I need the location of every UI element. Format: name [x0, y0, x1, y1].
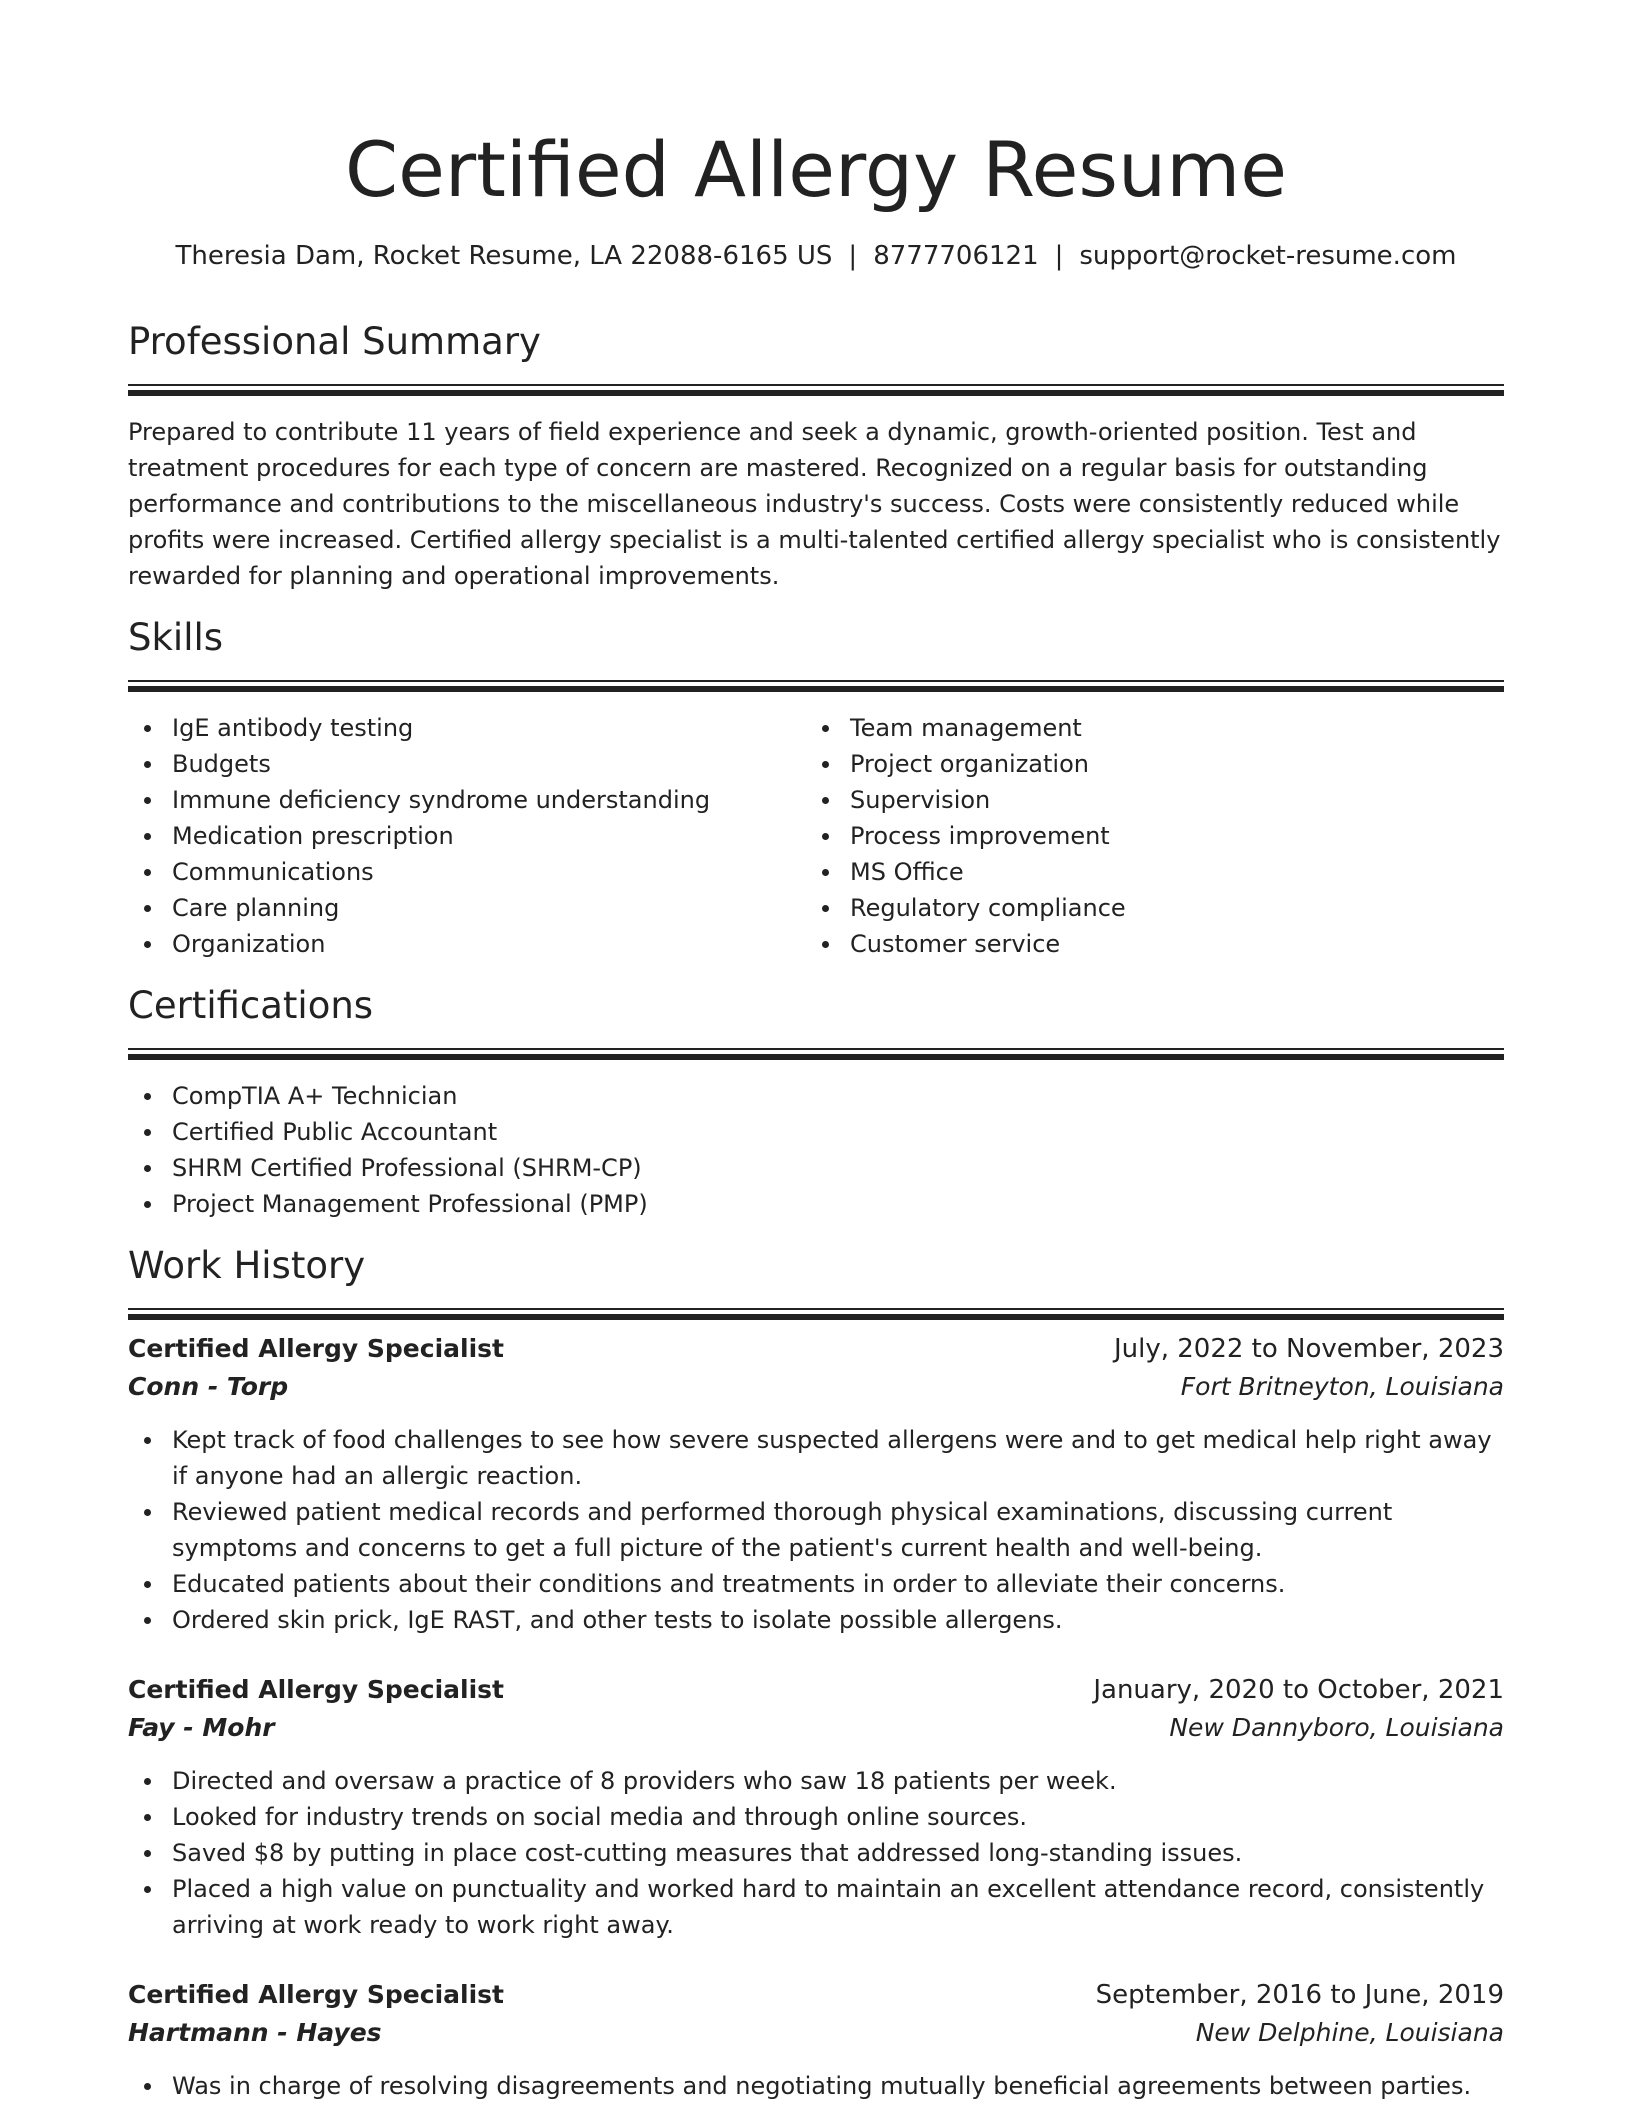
skill-item: Budgets — [128, 746, 806, 782]
job-entry — [128, 1330, 1504, 1638]
resume-title: Certified Allergy Resume — [345, 125, 1287, 214]
contact-phone: 8777706121 — [873, 241, 1039, 271]
section-heading-skills: Skills — [128, 616, 224, 659]
job-bullet: Was in charge of resolving disagreements and negotiating mutually beneficial agreements between parties. — [128, 2068, 1504, 2104]
skill-item: Organization — [128, 926, 806, 962]
job-entry — [128, 1976, 1504, 2104]
certification-item: Project Management Professional (PMP) — [128, 1186, 1504, 1222]
section-heading-work-history: Work History — [128, 1244, 366, 1287]
skill-item: Project organization — [806, 746, 1484, 782]
skill-item: Immune deficiency syndrome understanding — [128, 782, 806, 818]
contact-separator: | — [848, 241, 858, 271]
job-title: Certified Allergy Specialist — [128, 1980, 504, 2009]
contact-separator: | — [1054, 241, 1064, 271]
skills-section — [128, 614, 1504, 962]
job-bullet: Looked for industry trends on social media and through online sources. — [128, 1799, 1504, 1835]
section-divider — [128, 680, 1504, 694]
certification-item: Certified Public Accountant — [128, 1114, 1504, 1150]
skill-item: Supervision — [806, 782, 1484, 818]
section-divider — [128, 384, 1504, 398]
contact-address: Theresia Dam, Rocket Resume, LA 22088-6165 US — [175, 241, 833, 271]
summary-text: Prepared to contribute 11 years of field experience and seek a dynamic, growth-oriented position. Test and treatment procedures for each type of concern are mastered. Recognized on a regular basis for outstanding performance and contributions to the miscellaneous industry's success. Costs were consistently reduced while profits were increased. Certified allergy specialist is a multi-talented certified allergy specialist who is consistently rewarded for planning and operational improvements. — [128, 418, 1501, 590]
section-heading-certifications: Certifications — [128, 984, 374, 1027]
skills-column-right — [806, 694, 1484, 962]
job-dates: January, 2020 to October, 2021 — [1093, 1675, 1504, 1705]
section-heading-summary: Professional Summary — [128, 320, 541, 363]
job-bullet: Directed and oversaw a practice of 8 providers who saw 18 patients per week. — [128, 1763, 1504, 1799]
skills-columns — [128, 694, 1504, 962]
certification-item: SHRM Certified Professional (SHRM-CP) — [128, 1150, 1504, 1186]
job-company: Fay - Mohr — [128, 1713, 275, 1742]
skill-item: Process improvement — [806, 818, 1484, 854]
skills-column-left — [128, 694, 806, 962]
summary-section — [128, 318, 1504, 594]
skill-item: Care planning — [128, 890, 806, 926]
skill-item: Medication prescription — [128, 818, 806, 854]
work-history-section — [128, 1242, 1504, 1322]
skill-item: Regulatory compliance — [806, 890, 1484, 926]
job-dates: July, 2022 to November, 2023 — [1113, 1334, 1504, 1364]
certification-item: CompTIA A+ Technician — [128, 1078, 1504, 1114]
section-divider — [128, 1308, 1504, 1322]
job-title: Certified Allergy Specialist — [128, 1675, 504, 1704]
skill-item: MS Office — [806, 854, 1484, 890]
job-location: New Delphine, Louisiana — [1195, 2018, 1504, 2047]
job-company: Hartmann - Hayes — [128, 2018, 382, 2047]
section-divider — [128, 1048, 1504, 1062]
skill-item: Customer service — [806, 926, 1484, 962]
contact-line — [128, 238, 1504, 274]
job-bullet: Educated patients about their conditions and treatments in order to alleviate their concerns. — [128, 1566, 1504, 1602]
certifications-section — [128, 982, 1504, 1222]
job-dates: September, 2016 to June, 2019 — [1095, 1980, 1504, 2010]
job-bullet: Kept track of food challenges to see how severe suspected allergens were and to get medical help right away if anyone had an allergic reaction. — [128, 1422, 1504, 1494]
skill-item: Communications — [128, 854, 806, 890]
job-bullet: Placed a high value on punctuality and worked hard to maintain an excellent attendance record, consistently arriving at work ready to work right away. — [128, 1871, 1504, 1943]
job-company: Conn - Torp — [128, 1372, 289, 1401]
job-location: New Dannyboro, Louisiana — [1169, 1713, 1504, 1742]
contact-email: support@rocket-resume.com — [1079, 241, 1457, 271]
job-title: Certified Allergy Specialist — [128, 1334, 504, 1363]
job-location: Fort Britneyton, Louisiana — [1180, 1372, 1504, 1401]
job-bullet: Ordered skin prick, IgE RAST, and other tests to isolate possible allergens. — [128, 1602, 1504, 1638]
job-bullet: Saved $8 by putting in place cost-cutting measures that addressed long-standing issues. — [128, 1835, 1504, 1871]
job-bullet: Reviewed patient medical records and performed thorough physical examinations, discussing current symptoms and concerns to get a full picture of the patient's current health and well-being. — [128, 1494, 1504, 1566]
skill-item: IgE antibody testing — [128, 710, 806, 746]
job-entry — [128, 1671, 1504, 1943]
skill-item: Team management — [806, 710, 1484, 746]
